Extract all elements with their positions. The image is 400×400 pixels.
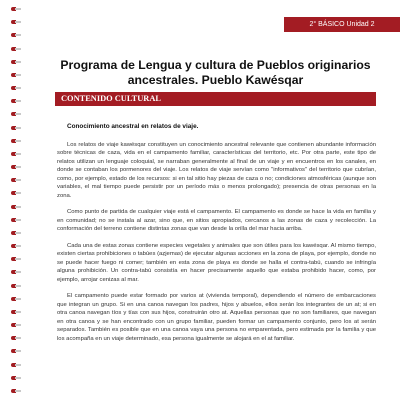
spiral-ring [11,322,22,328]
paragraph: Cada una de estas zonas contiene especies vegetales y animales que son útiles para los kawésqar. Al mismo tiempo, existen ciertas prohibiciones o tabúes (aẕjemas) de ejecutar algunas acciones en la zona de playa, por ejemplo, donde no se puede hacer fuego ni comer; también en esta zona de playa es donde se halla el contra-tabú, cuando se infringía alguna prohibición. Un contra-tabú consistía en hacer precisamente aquello que estaba prohibido hacer, como, por ejemplo, arrojar cenizas al mar. [57,242,376,283]
spiral-ring [11,164,22,170]
spiral-ring [11,269,22,275]
spiral-ring [11,98,22,104]
spiral-ring [11,204,22,210]
spiral-ring [11,283,22,289]
paragraph: Como punto de partida de cualquier viaje está el campamento. El campamento es donde se hace la vida en familia y en comunidad; no se instala al azar, sino que, en sitios apropiados, cercanos a las zonas de caza y recolección. La conformación del terreno contiene distintas zonas que van desde la orilla del mar hacia arriba. [57,209,376,232]
section-header [55,92,376,106]
spiral-ring [11,256,22,262]
spiral-ring [11,59,22,65]
paragraph: Los relatos de viaje kawésqar constituyen un conocimiento ancestral relevante que contienen abundante información sobre técnicas de caza, vida en el campamento familiar, características del territorio, etc. Por otra parte, este tipo de relatos utilizan un lenguaje coloquial, se narraban generalmente al final de un viaje y en encuentros en los canales, en donde se contaban los pormenores del viaje. Los relatos de viaje servían como "informativos" del territorio que cubrían, como, por ejemplo, estado de los recursos: si en tal sitio hay piezas de caza o no; condiciones atmosféricas (aunque son variables, el mal tiempo puede persistir por un período más o menos prolongado); presencia de otras personas en la zona. [57,141,376,199]
spiral-ring [11,296,22,302]
spiral-ring [11,309,22,315]
spiral-ring [11,32,22,38]
spiral-ring [11,46,22,52]
section-label: CONTENIDO CULTURAL [61,94,161,103]
section-heading: Conocimiento ancestral en relatos de viaje. [67,123,199,130]
spiral-ring [11,375,22,381]
spiral-ring [11,243,22,249]
document-body [57,112,376,351]
spiral-ring [11,72,22,78]
spiral-ring [11,111,22,117]
spiral-ring [11,335,22,341]
page-title: Programa de Lengua y cultura de Pueblos originarios ancestrales. Pueblo Kawésqar [60,58,371,87]
spiral-ring [11,388,22,394]
paragraph: El campamento puede estar formado por varios at (vivienda temporal), dependiendo el número de embarcaciones que integran un grupo. Si en una canoa navegan los padres, hijos y abuelos, ellos serán los integrantes de un at; si en otra canoa navegan tíos y tías con sus hijos, construirán otro at. Aquellas personas que no son familiares, que navegan en otra canoa y se han encontrado con un grupo familiar, pueden formar un campamento conjunto, pero los at serán separados. También es posible que en una canoa vaya una persona no emparentada, pero estimada por la familia y que los acompaña en un viaje determinado, esa persona igualmente se alojará en el at familiar. [57,293,376,342]
spiral-ring [11,230,22,236]
notebook-spiral [11,0,25,400]
spiral-ring [11,125,22,131]
spiral-ring [11,19,22,25]
spiral-ring [11,362,22,368]
grade-unit-badge: 2° BÁSICO Unidad 2 [284,17,400,32]
spiral-ring [11,190,22,196]
spiral-ring [11,348,22,354]
spiral-ring [11,6,22,12]
spiral-ring [11,217,22,223]
spiral-ring [11,138,22,144]
spiral-ring [11,177,22,183]
spiral-ring [11,85,22,91]
spiral-ring [11,151,22,157]
